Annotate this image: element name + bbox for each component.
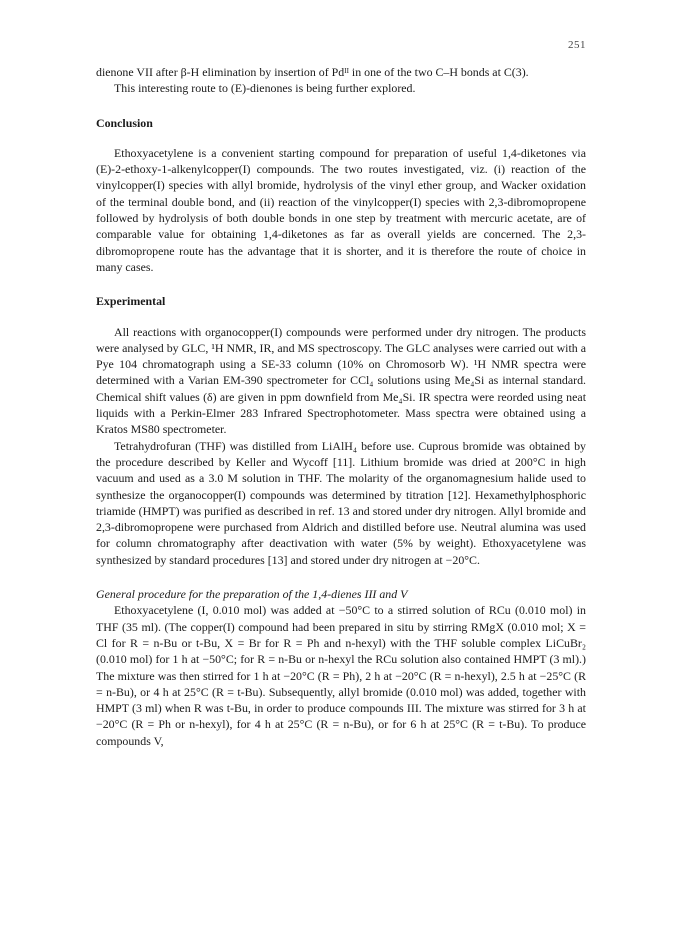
- experimental-heading: Experimental: [96, 294, 166, 309]
- general-procedure-paragraph: Ethoxyacetylene (I, 0.010 mol) was added at −50°C to a stirred solution of RCu (0.010 mol) in THF (35 ml). (The copper(I) compound had been prepared in situ by stirring RMgX (0.010 mol; X = Cl for R = n-Bu or t-Bu, X = Br for R = Ph and n-hexyl) with the THF soluble complex LiCuBr₂ (0.010 mol) for 1 h at −50°C; for R = n-Bu or n-hexyl the RCu solution also contained HMPT (3 ml).) The mixture was then stirred for 1 h at −20°C (R = Ph), 2 h at −20°C (R = n-hexyl), 2.5 h at −25°C (R = n-Bu), or 4 h at 25°C (R = t-Bu). Subsequently, allyl bromide (0.010 mol) was added, together with HMPT (3 ml) when R was t-Bu, in order to produce compounds III. The mixture was stirred for 3 h at −20°C (R = Ph or n-hexyl), for 4 h at 25°C (R = n-Bu), or for 6 h at 25°C (R = t-Bu). To produce compounds V,: [96, 603, 586, 748]
- general-procedure-heading: General procedure for the preparation of the 1,4-dienes III and V: [96, 587, 408, 602]
- experimental-paragraph-2: Tetrahydrofuran (THF) was distilled from LiAlH₄ before use. Cuprous bromide was obtained by the procedure described by Keller and Wycoff [11]. Lithium bromide was dried at 200°C in high vacuum and used as a 3.0 M solution in THF. The molarity of the organomagnesium halide used to synthesize the organocopper(I) compounds was determined by titration [12]. Hexamethylphosphoric triamide (HMPT) was purified as described in ref. 13 and stored under dry nitrogen. Allyl bromide and 2,3-dibromopropene were purchased from Aldrich and distilled before use. Neutral alumina was used for column chromatography after deactivation with water (5% by weight). Ethoxyacetylene was synthesized by standard procedures [13] and stored under dry nitrogen at −20°C.: [96, 438, 586, 567]
- conclusion-paragraph: Ethoxyacetylene is a convenient starting compound for preparation of useful 1,4-diketones via (E)-2-ethoxy-1-alkenylcopper(I) compounds. The two routes investigated, viz. (i) reaction of the vinylcopper(I) species with allyl bromide, hydrolysis of the vinyl ether group, and Wacker oxidation of the terminal double bond, and (ii) reaction of the vinylcopper(I) species with 2,3-dibromopropene followed by hydrolysis of both double bonds in one step by treatment with mercuric acetate, are of comparable value for obtaining 1,4-diketones as far as overall yields are concerned. The 2,3-dibromopropene route has the advantage that it is shorter, and it is therefore the route of choice in many cases.: [96, 145, 586, 274]
- experimental-paragraph-1: All reactions with organocopper(I) compounds were performed under dry nitrogen. The products were analysed by GLC, ¹H NMR, IR, and MS spectroscopy. The GLC analyses were carried out with a Pye 104 chromatograph using a SE-33 column (10% on Chromosorb W). ¹H NMR spectra were determined with a Varian EM-390 spectrometer for CCl₄ solutions using Me₄Si as internal standard. Chemical shift values (δ) are given in ppm downfield from Me₄Si. IR spectra were reorded using neat liquids with a Perkin-Elmer 283 Infrared Spectrophotometer. Mass spectra were obtained using a Kratos MS80 spectrometer.: [96, 324, 586, 437]
- page-body: [96, 64, 586, 749]
- page-number: 251: [568, 39, 586, 51]
- continuation-line-1: dienone VII after β-H elimination by insertion of Pdᴵᴵ in one of the two C–H bonds at C(3).: [96, 65, 529, 79]
- conclusion-heading: Conclusion: [96, 115, 153, 130]
- continuation-line-2: This interesting route to (E)-dienones is being further explored.: [114, 81, 416, 96]
